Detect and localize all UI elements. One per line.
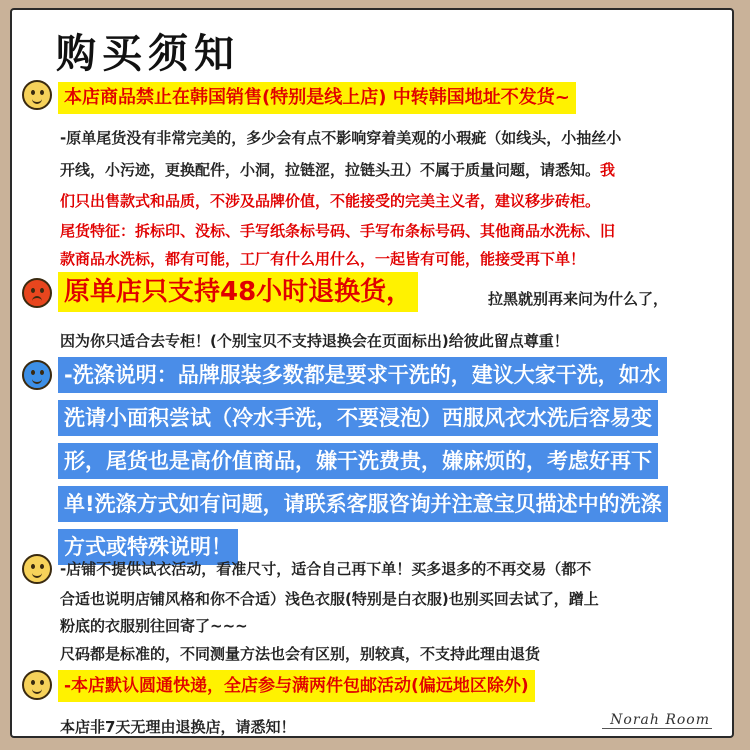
footer-note: 本店非7天无理由退换店，请悉知！ (60, 718, 296, 736)
brand-notice-text: 我 (600, 161, 616, 179)
flaw-notice-line: -原单尾货没有非常完美的，多少会有点不影响穿着美观的小瑕疵（如线头，小抽丝小 (60, 129, 622, 147)
brand-notice-line: 们只出售款式和品质，不涉及品牌价值，不能接受的完美主义者，建议移步砖柜。 (60, 192, 601, 210)
tag-features-line: 尾货特征：拆标印、没标、手写纸条标号码、手写布条标号码、其他商品水洗标、旧 (60, 222, 616, 240)
washing-line: 方式或特殊说明！ (58, 529, 238, 565)
washing-line: 形，尾货也是高价值商品，嫌干洗费贵，嫌麻烦的，考虑好再下 (58, 443, 658, 479)
notice-card (10, 8, 734, 738)
brand-signature: Norah Room (610, 712, 710, 728)
grinning-face-icon (22, 360, 52, 390)
korea-ban-banner: 本店商品禁止在韩国销售(特别是线上店) 中转韩国地址不发货~ (58, 82, 576, 114)
washing-line: -洗涤说明：品牌服装多数都是要求干洗的，建议大家干洗，如水 (58, 357, 667, 393)
washing-line: 单!洗涤方式如有问题，请联系客服咨询并注意宝贝描述中的洗涤 (58, 486, 668, 522)
washing-line: 洗请小面积尝试（冷水手洗，不要浸泡）西服风衣水洗后容易变 (58, 400, 658, 436)
trial-notice-line: 合适也说明店铺风格和你不合适）浅色衣服(特别是白衣服)也别买回去试了，蹭上 (60, 590, 599, 608)
flaw-notice-text: 开线，小污迹，更换配件，小洞，拉链涩，拉链头丑）不属于质量问题，请悉知。 (60, 161, 601, 179)
page-title: 购买须知 (56, 30, 240, 77)
trial-notice-line: -店铺不提供试衣活动，看准尺寸，适合自己再下单！买多退多的不再交易（都不 (60, 560, 592, 578)
flaw-notice-line (60, 159, 615, 180)
return-policy-banner: 原单店只支持48小时退换货， (58, 272, 418, 312)
size-notice-line: 尺码都是标准的，不同测量方法也会有区别，别较真，不支持此理由退货 (60, 645, 541, 663)
shipping-banner: -本店默认圆通快递，全店参与满两件包邮活动(偏远地区除外) (58, 670, 535, 702)
return-policy-line: 因为你只适合去专柜！(个别宝贝不支持退换会在页面标出)给彼此留点尊重！ (60, 332, 569, 350)
smiley-face-icon (22, 80, 52, 110)
trial-notice-line: 粉底的衣服别往回寄了~~~ (60, 617, 248, 635)
signature-underline (602, 728, 712, 729)
tag-features-line: 款商品水洗标，都有可能，工厂有什么用什么，一起皆有可能，能接受再下单！ (60, 250, 586, 268)
thinking-face-icon (22, 554, 52, 584)
return-policy-tail: 拉黑就别再来问为什么了， (488, 290, 669, 308)
smiley-face-icon (22, 670, 52, 700)
angry-face-icon (22, 278, 52, 308)
